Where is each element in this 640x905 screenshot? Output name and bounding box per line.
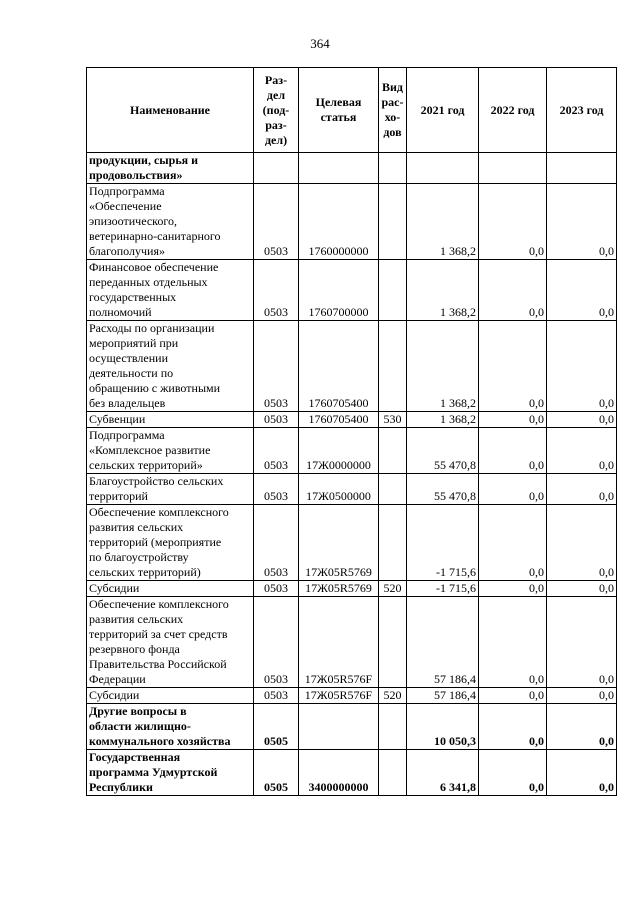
cell-y2021: 55 470,8 bbox=[407, 428, 479, 474]
cell-y2021: -1 715,6 bbox=[407, 581, 479, 597]
cell-expense bbox=[379, 474, 407, 505]
budget-table bbox=[86, 67, 617, 796]
cell-expense: 520 bbox=[379, 688, 407, 704]
header-name: Наименование bbox=[87, 68, 254, 153]
cell-y2023: 0,0 bbox=[547, 428, 617, 474]
cell-expense bbox=[379, 153, 407, 184]
table-row bbox=[87, 581, 617, 597]
page-number: 364 bbox=[310, 36, 330, 51]
cell-section: 0503 bbox=[254, 321, 299, 412]
cell-expense bbox=[379, 260, 407, 321]
cell-expense: 520 bbox=[379, 581, 407, 597]
header-2023: 2023 год bbox=[547, 68, 617, 153]
cell-name: Финансовое обеспечение переданных отдельных государственных полномочий bbox=[87, 260, 254, 321]
cell-y2022: 0,0 bbox=[479, 184, 547, 260]
cell-article bbox=[299, 153, 379, 184]
cell-name: продукции, сырья и продовольствия» bbox=[87, 153, 254, 184]
cell-y2021: 1 368,2 bbox=[407, 412, 479, 428]
cell-section: 0503 bbox=[254, 688, 299, 704]
cell-article: 17Ж0000000 bbox=[299, 428, 379, 474]
cell-y2022: 0,0 bbox=[479, 428, 547, 474]
cell-article: 17Ж05R576F bbox=[299, 688, 379, 704]
table-row bbox=[87, 184, 617, 260]
cell-section: 0503 bbox=[254, 412, 299, 428]
cell-expense bbox=[379, 597, 407, 688]
cell-y2021: -1 715,6 bbox=[407, 505, 479, 581]
header-2022: 2022 год bbox=[479, 68, 547, 153]
cell-y2023: 0,0 bbox=[547, 581, 617, 597]
cell-y2021: 6 341,8 bbox=[407, 750, 479, 796]
cell-y2023: 0,0 bbox=[547, 184, 617, 260]
table-row bbox=[87, 704, 617, 750]
cell-name: Субсидии bbox=[87, 688, 254, 704]
table-row bbox=[87, 474, 617, 505]
cell-expense bbox=[379, 428, 407, 474]
cell-expense bbox=[379, 704, 407, 750]
table-row bbox=[87, 505, 617, 581]
cell-name: Субсидии bbox=[87, 581, 254, 597]
cell-y2023: 0,0 bbox=[547, 321, 617, 412]
header-expense: Вид рас- хо- дов bbox=[379, 68, 407, 153]
cell-expense bbox=[379, 750, 407, 796]
cell-y2023 bbox=[547, 153, 617, 184]
table-row bbox=[87, 597, 617, 688]
table-row bbox=[87, 428, 617, 474]
cell-name: Другие вопросы в области жилищно- коммунального хозяйства bbox=[87, 704, 254, 750]
cell-section: 0505 bbox=[254, 750, 299, 796]
cell-name: Государственная программа Удмуртской Республики bbox=[87, 750, 254, 796]
table-row bbox=[87, 750, 617, 796]
cell-y2022: 0,0 bbox=[479, 321, 547, 412]
cell-y2021: 1 368,2 bbox=[407, 184, 479, 260]
cell-y2023: 0,0 bbox=[547, 412, 617, 428]
cell-article: 1760700000 bbox=[299, 260, 379, 321]
header-row bbox=[87, 68, 617, 153]
cell-y2022: 0,0 bbox=[479, 581, 547, 597]
header-article: Целевая статья bbox=[299, 68, 379, 153]
cell-article: 1760000000 bbox=[299, 184, 379, 260]
cell-section: 0503 bbox=[254, 260, 299, 321]
table-row bbox=[87, 321, 617, 412]
cell-y2022: 0,0 bbox=[479, 688, 547, 704]
cell-article: 1760705400 bbox=[299, 412, 379, 428]
cell-expense bbox=[379, 184, 407, 260]
cell-article: 17Ж0500000 bbox=[299, 474, 379, 505]
cell-y2022: 0,0 bbox=[479, 260, 547, 321]
cell-y2023: 0,0 bbox=[547, 688, 617, 704]
cell-y2021 bbox=[407, 153, 479, 184]
cell-name: Благоустройство сельских территорий bbox=[87, 474, 254, 505]
cell-y2021: 10 050,3 bbox=[407, 704, 479, 750]
cell-section: 0503 bbox=[254, 581, 299, 597]
table-row bbox=[87, 153, 617, 184]
cell-article: 17Ж05R5769 bbox=[299, 581, 379, 597]
cell-y2022: 0,0 bbox=[479, 704, 547, 750]
cell-expense bbox=[379, 505, 407, 581]
cell-y2021: 55 470,8 bbox=[407, 474, 479, 505]
cell-name: Расходы по организации мероприятий при осуществлении деятельности по обращению с животными без владельцев bbox=[87, 321, 254, 412]
cell-article: 17Ж05R5769 bbox=[299, 505, 379, 581]
cell-y2023: 0,0 bbox=[547, 704, 617, 750]
cell-y2023: 0,0 bbox=[547, 474, 617, 505]
cell-y2022: 0,0 bbox=[479, 597, 547, 688]
cell-y2023: 0,0 bbox=[547, 597, 617, 688]
header-section: Раз- дел (под- раз- дел) bbox=[254, 68, 299, 153]
cell-y2022 bbox=[479, 153, 547, 184]
cell-name: Подпрограмма «Комплексное развитие сельских территорий» bbox=[87, 428, 254, 474]
cell-y2022: 0,0 bbox=[479, 750, 547, 796]
cell-name: Субвенции bbox=[87, 412, 254, 428]
cell-section bbox=[254, 153, 299, 184]
cell-y2021: 1 368,2 bbox=[407, 260, 479, 321]
cell-section: 0503 bbox=[254, 474, 299, 505]
cell-y2023: 0,0 bbox=[547, 260, 617, 321]
cell-y2022: 0,0 bbox=[479, 474, 547, 505]
cell-article: 3400000000 bbox=[299, 750, 379, 796]
cell-y2022: 0,0 bbox=[479, 505, 547, 581]
cell-name: Обеспечение комплексного развития сельских территорий (мероприятие по благоустройству сельских территорий) bbox=[87, 505, 254, 581]
cell-name: Подпрограмма «Обеспечение эпизоотического, ветеринарно-санитарного благополучия» bbox=[87, 184, 254, 260]
cell-y2021: 57 186,4 bbox=[407, 597, 479, 688]
cell-article bbox=[299, 704, 379, 750]
cell-y2021: 57 186,4 bbox=[407, 688, 479, 704]
table-row bbox=[87, 688, 617, 704]
table-row bbox=[87, 260, 617, 321]
cell-article: 1760705400 bbox=[299, 321, 379, 412]
cell-section: 0503 bbox=[254, 597, 299, 688]
cell-y2022: 0,0 bbox=[479, 412, 547, 428]
cell-expense bbox=[379, 321, 407, 412]
cell-section: 0503 bbox=[254, 505, 299, 581]
header-2021: 2021 год bbox=[407, 68, 479, 153]
cell-section: 0503 bbox=[254, 428, 299, 474]
cell-section: 0503 bbox=[254, 184, 299, 260]
cell-expense: 530 bbox=[379, 412, 407, 428]
cell-name: Обеспечение комплексного развития сельских территорий за счет средств резервного фонда Правительства Российской Федерации bbox=[87, 597, 254, 688]
table-row bbox=[87, 412, 617, 428]
cell-y2023: 0,0 bbox=[547, 505, 617, 581]
cell-y2021: 1 368,2 bbox=[407, 321, 479, 412]
cell-y2023: 0,0 bbox=[547, 750, 617, 796]
cell-article: 17Ж05R576F bbox=[299, 597, 379, 688]
cell-section: 0505 bbox=[254, 704, 299, 750]
